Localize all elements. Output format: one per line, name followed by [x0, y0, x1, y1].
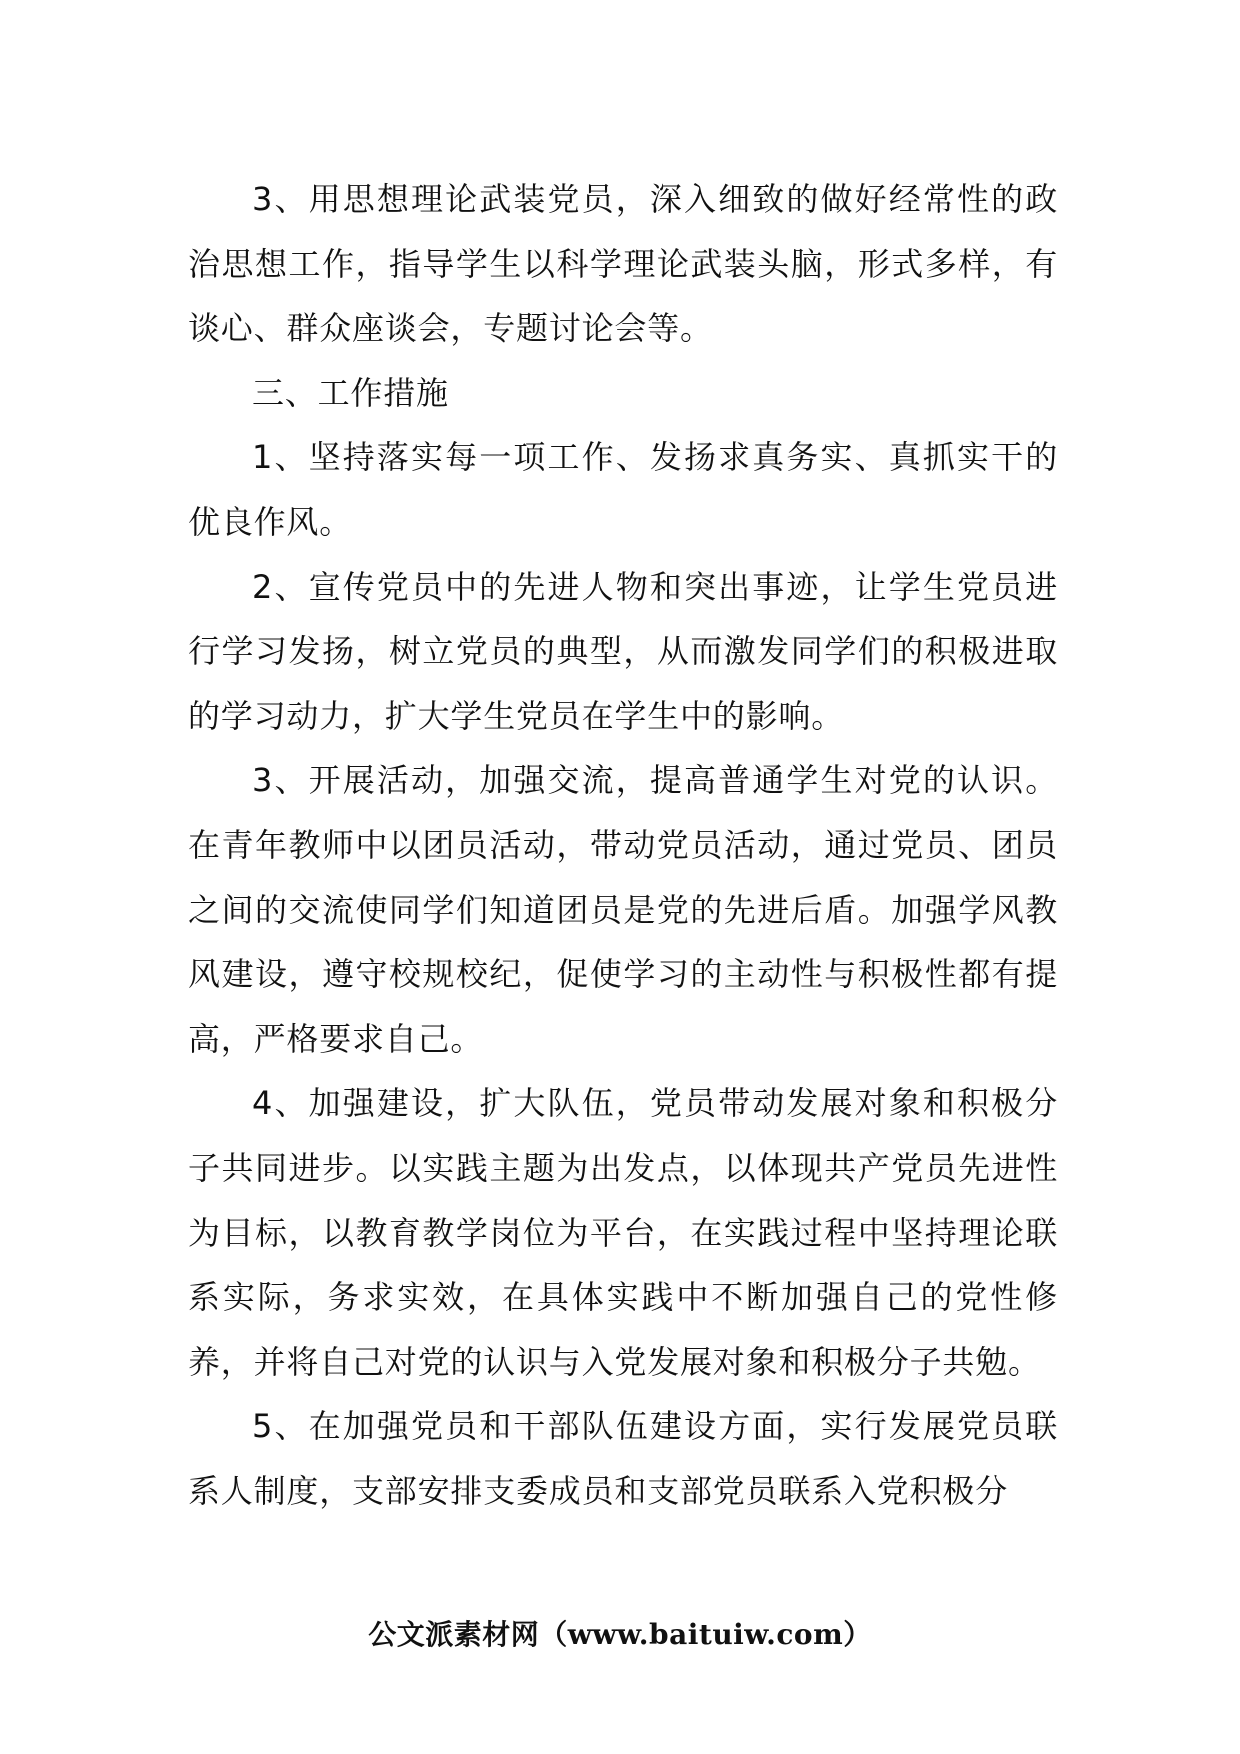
paragraph-measure-2: 2、宣传党员中的先进人物和突出事迹，让学生党员进行学习发扬，树立党员的典型，从而激发同学们的积极进取的学习动力，扩大学生党员在学生中的影响。: [188, 567, 1058, 735]
document-body: [188, 167, 1058, 1523]
paragraph-measure-1: 1、坚持落实每一项工作、发扬求真务实、真抓实干的优良作风。: [188, 438, 1058, 541]
paragraph-measure-4: 4、加强建设，扩大队伍，党员带动发展对象和积极分子共同进步。以实践主题为出发点，以体现共产党员先进性为目标，以教育教学岗位为平台，在实践过程中坚持理论联系实际，务求实效，在具体实践中不断加强自己的党性修养，并将自己对党的认识与入党发展对象和积极分子共勉。: [188, 1084, 1058, 1381]
section-heading-work-measures: 三、工作措施: [252, 373, 449, 412]
page-footer-watermark: 公文派素材网（www.baituiw.com）: [368, 1618, 872, 1651]
paragraph-measure-5: 5、在加强党员和干部队伍建设方面，实行发展党员联系人制度，支部安排支委成员和支部党员联系入党积极分: [188, 1407, 1058, 1510]
paragraph-item-3-theory: 3、用思想理论武装党员，深入细致的做好经常性的政治思想工作，指导学生以科学理论武装头脑，形式多样，有谈心、群众座谈会，专题讨论会等。: [188, 180, 1058, 348]
paragraph-measure-3: 3、开展活动，加强交流，提高普通学生对党的认识。在青年教师中以团员活动，带动党员活动，通过党员、团员之间的交流使同学们知道团员是党的先进后盾。加强学风教风建设，遵守校规校纪，促使学习的主动性与积极性都有提高，严格要求自己。: [188, 761, 1058, 1058]
